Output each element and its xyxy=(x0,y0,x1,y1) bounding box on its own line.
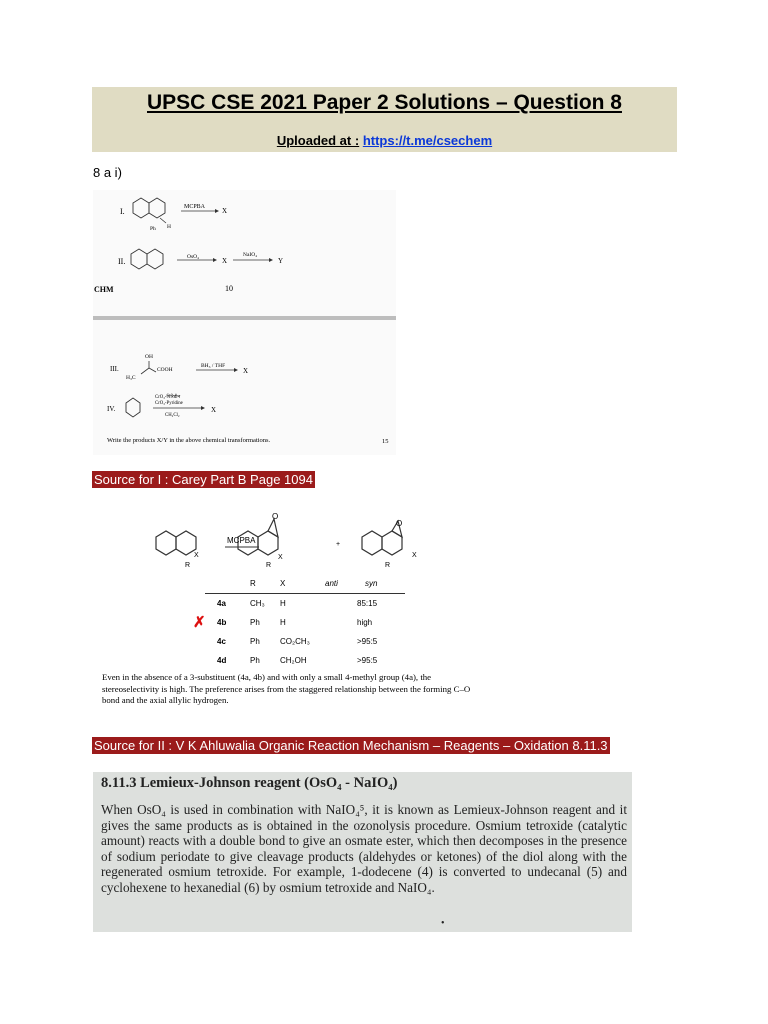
table-row: 4a CH₃ H 85:15 xyxy=(217,599,378,608)
part2-reagent1: OsO₄ xyxy=(187,254,200,260)
table-row: 4d Ph CH₂OH >95:5 xyxy=(217,656,378,665)
svg-text:X: X xyxy=(278,554,283,561)
part4-product: X xyxy=(211,406,217,414)
svg-text:R: R xyxy=(385,562,391,569)
instruction: Write the products X/Y in the above chemical transformations. xyxy=(107,437,271,444)
part1-number: I. xyxy=(120,207,125,216)
part4-reagent-line3: CH₂Cl₂ xyxy=(165,413,180,418)
part3-h3c: H₃C xyxy=(126,375,136,381)
carey-caption: Even in the absence of a 3-substituent (4a, 4b) and with only a small 4-methyl group (4a), the stereoselectivity is high. The preference arises from the staggered relationship between the forming C–O bond and the axial allylic hydrogen. xyxy=(102,672,471,705)
part1-ph: Ph xyxy=(150,226,156,232)
part1-reagent: MCPBA xyxy=(184,204,206,210)
table-row: 4c Ph CO₂CH₃ >95:5 xyxy=(217,637,378,646)
svg-text:O: O xyxy=(272,512,279,521)
col-label-x: X xyxy=(280,579,286,588)
svg-text:R: R xyxy=(266,562,272,569)
excerpt-body: When OsO₄ is used in combination with NaIO₄⁵, it is known as Lemieux-Johnson reagent and it gives the same products as is obtained in the ozonolysis procedure. Osmium tetroxide (catalytic amount) reacts with a double bond to give an osmate ester, which then decomposes in the presence of sodium periodate to give cleavage products (aldehydes or ketones) of the diol along with the regenerated osmium tetroxide. For example, 1-dodecene (4) is converted to undecanal (5) and cyclohexene to hexanedial (6) by osmium tetroxide and NaIO₄. xyxy=(101,802,627,895)
col-label-syn: syn xyxy=(365,579,378,588)
excerpt-heading: 8.11.3 Lemieux-Johnson reagent (OsO₄ - NaIO₄) xyxy=(101,775,398,791)
carey-reagent: MCPBA xyxy=(227,536,256,545)
col-label-anti: anti xyxy=(325,579,338,588)
part4-number: IV. xyxy=(107,405,116,413)
page-title: UPSC CSE 2021 Paper 2 Solutions – Question 8 xyxy=(147,91,622,114)
telegram-link[interactable]: https://t.me/csechem xyxy=(362,133,493,148)
svg-text:O: O xyxy=(396,519,403,528)
reactant-ring-a xyxy=(156,531,176,555)
upload-line xyxy=(92,133,677,148)
part1-h: H xyxy=(167,224,171,230)
part1-product: X xyxy=(222,207,228,215)
svg-text:X: X xyxy=(412,552,417,559)
part2-number: II. xyxy=(118,257,126,266)
question-label: 8 a i) xyxy=(93,165,122,180)
cross-mark: ✗ xyxy=(193,614,206,631)
part3-reagent: BH₃ / THF xyxy=(201,363,226,369)
part3-product: X xyxy=(243,367,249,375)
table-row: ✗ 4b Ph H high xyxy=(193,614,373,631)
question-scan xyxy=(93,190,396,455)
selectivity-table xyxy=(193,574,405,670)
marks: 15 xyxy=(382,438,389,445)
part3-number: III. xyxy=(110,365,119,373)
ahluwalia-excerpt xyxy=(93,772,632,932)
reactant-ring-b xyxy=(176,531,196,555)
title-banner xyxy=(92,87,677,152)
plus-sign: + xyxy=(336,541,341,548)
page-break xyxy=(93,316,396,320)
table-header xyxy=(205,574,405,594)
svg-text:R: R xyxy=(185,562,191,569)
svg-text:X: X xyxy=(194,552,199,559)
epoxide-anti xyxy=(268,519,278,537)
carey-reaction-scheme xyxy=(150,505,450,585)
part2-reagent2: NaIO₄ xyxy=(243,252,258,258)
part3-oh: OH xyxy=(145,354,153,360)
upload-label: Uploaded at : xyxy=(276,133,360,148)
col-label-0 xyxy=(205,574,250,594)
part3-cooh: COOH xyxy=(157,367,173,373)
part2-product1: X xyxy=(222,257,228,265)
paper-code: CHM xyxy=(94,285,114,294)
part2-product2: Y xyxy=(278,257,284,265)
page-number: 10 xyxy=(225,284,233,293)
part4-reagent-line1: CrO₃-पिरिडीन xyxy=(155,395,181,400)
source-i-banner: Source for I : Carey Part B Page 1094 xyxy=(94,472,313,487)
col-label-r: R xyxy=(250,579,256,588)
scan-dot: • xyxy=(441,918,445,929)
part4-reagent-line2: CrO₃-Pyridine xyxy=(155,401,183,406)
source-ii-banner: Source for II : V K Ahluwalia Organic Reaction Mechanism – Reagents – Oxidation 8.11.3 xyxy=(94,738,608,753)
